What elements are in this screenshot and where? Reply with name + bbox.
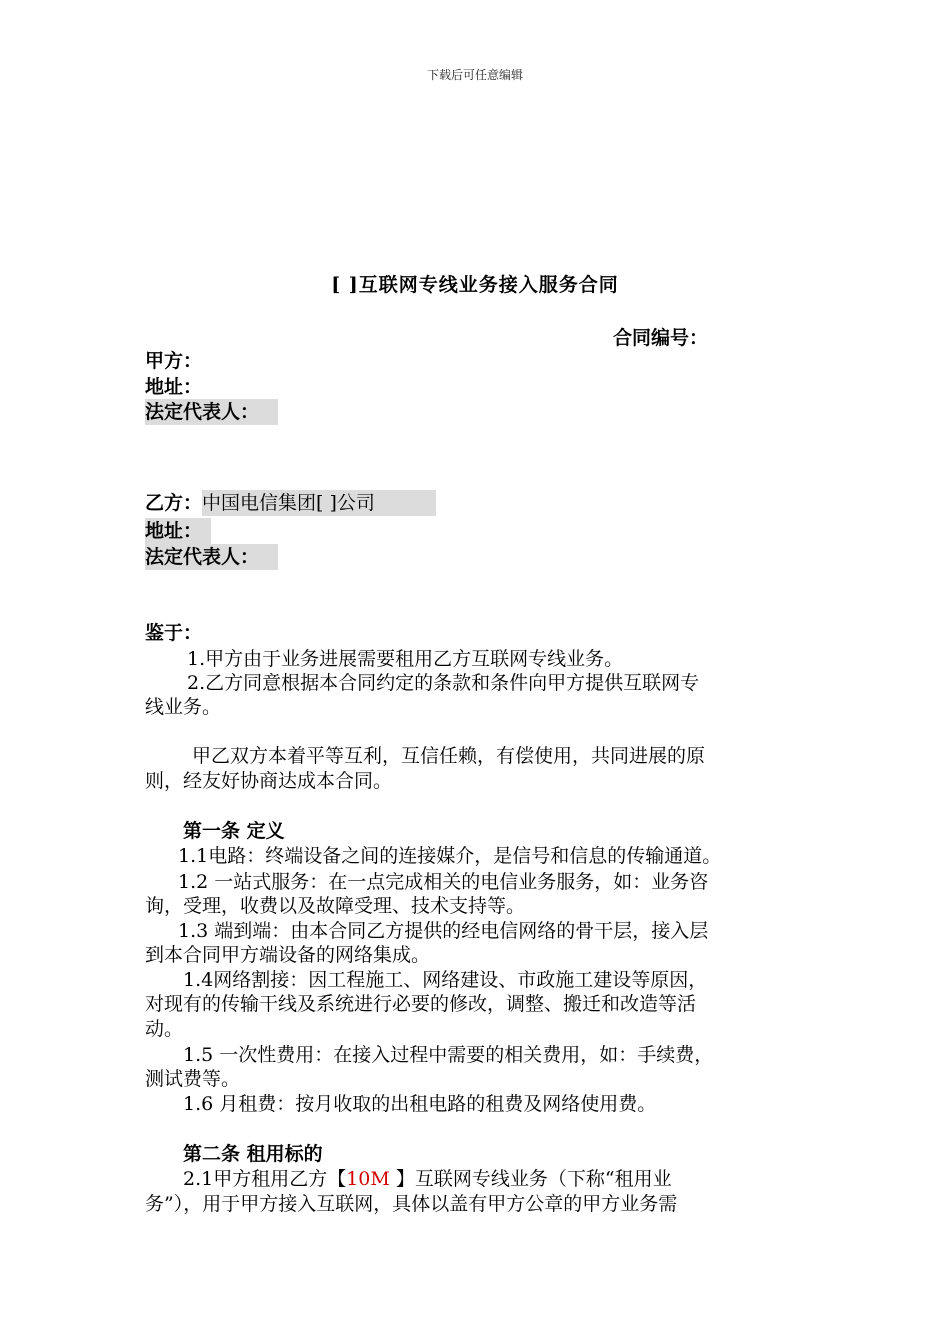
- contract-number-label: 合同编号：: [613, 327, 709, 349]
- whereas-item-2-line-1: 2.乙方同意根据本合同约定的条款和条件向甲方提供互联网专: [187, 672, 700, 694]
- clause-2-1-prefix: 2.1甲方租用乙方【: [183, 1168, 347, 1190]
- definition-1-2-line-2: 询，受理，收费以及故障受理、技术支持等。: [145, 895, 526, 917]
- whereas-item-1: 1.甲方由于业务进展需要租用乙方互联网专线业务。: [187, 648, 624, 670]
- definition-1-4-line-3: 动。: [145, 1018, 184, 1040]
- definition-1-6: 1.6 月租费：按月收取的出租电路的租费及网络使用费。: [183, 1093, 657, 1115]
- article-1-heading: 第一条 定义: [183, 820, 285, 842]
- header-note: 下载后可任意编辑: [426, 68, 523, 82]
- definition-1-4-line-1: 1.4网络割接：因工程施工、网络建设、市政施工建设等原因，: [183, 969, 708, 991]
- definition-1-3-line-2: 到本合同甲方端设备的网络集成。: [145, 944, 431, 966]
- article-2-heading: 第二条 租用标的: [183, 1143, 323, 1165]
- party-b-label: 乙方：: [145, 492, 203, 514]
- document-title: [ ]互联网专线业务接入服务合同: [331, 274, 619, 296]
- definition-1-1: 1.1电路：终端设备之间的连接媒介，是信号和信息的传输通道。: [178, 845, 722, 867]
- party-a-legal-rep-label: 法定代表人：: [145, 399, 278, 425]
- principle-line-2: 则，经友好协商达成本合同。: [145, 770, 393, 792]
- party-b-address-label: 地址：: [145, 518, 211, 544]
- whereas-item-2-line-2: 线业务。: [145, 696, 222, 718]
- definition-1-3-line-1: 1.3 端到端：由本合同乙方提供的经电信网络的骨干层，接入层: [178, 920, 709, 942]
- party-b-name: 中国电信集团[ ]公司: [202, 490, 436, 516]
- clause-2-1-suffix: 】互联网专线业务（下称“租用业: [389, 1168, 672, 1190]
- bandwidth-value: 10M: [346, 1168, 390, 1190]
- clause-2-1-line-1: [183, 1166, 672, 1192]
- party-b-legal-rep-label: 法定代表人：: [145, 544, 278, 570]
- clause-2-1-line-2: 务”），用于甲方接入互联网，具体以盖有甲方公章的甲方业务需: [145, 1193, 678, 1215]
- whereas-heading: 鉴于：: [145, 622, 203, 644]
- party-a-address-label: 地址：: [145, 376, 203, 398]
- definition-1-4-line-2: 对现有的传输干线及系统进行必要的修改，调整、搬迁和改造等活: [145, 993, 697, 1015]
- definition-1-5-line-2: 测试费等。: [145, 1068, 241, 1090]
- party-b-line: [145, 490, 436, 516]
- party-a-label: 甲方：: [145, 350, 203, 372]
- principle-line-1: 甲乙双方本着平等互利，互信任赖，有偿使用，共同进展的原: [192, 745, 706, 767]
- definition-1-2-line-1: 1.2 一站式服务：在一点完成相关的电信业务服务，如：业务咨: [178, 871, 709, 893]
- definition-1-5-line-1: 1.5 一次性费用：在接入过程中需要的相关费用，如：手续费，: [183, 1044, 714, 1066]
